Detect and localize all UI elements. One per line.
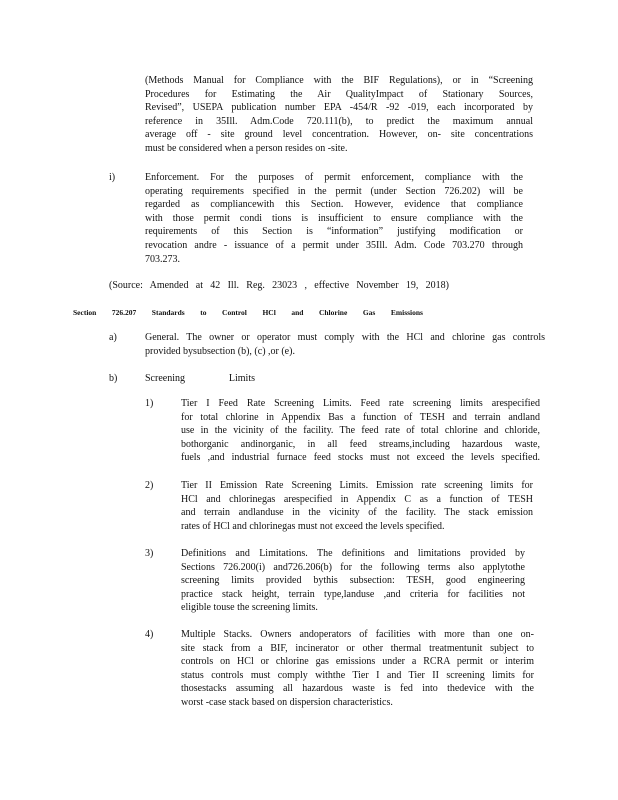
source-note (109, 279, 449, 293)
text-line: Screening Limits (145, 373, 255, 384)
tier-two-paragraph (181, 479, 533, 533)
intro-paragraph (145, 74, 533, 156)
text-line: thosestacks assuming all hazardous waste is fed into thedevice with the (181, 683, 534, 695)
enforcement-paragraph (145, 171, 523, 266)
item-label-i: i) (109, 172, 116, 183)
text-line: (Methods Manual for Compliance with the BIF Regulations), or in “Screening (145, 75, 533, 86)
text-line: reference in 35Ill. Adm.Code 720.111(b), to predict the maximum annual (145, 115, 533, 127)
text-line: Tier II Emission Rate Screening Limits. Emission rate screening limits for (181, 480, 533, 491)
section-word: Section (73, 308, 97, 317)
subitem-label-3: 3) (145, 548, 154, 559)
text-line: screening limits provided bythis subsection: TESH, good engineering (181, 575, 525, 587)
text-line: Procedures for Estimating the Air QualityImpact of Stationary Sources, (145, 88, 533, 100)
text-line: fuels ,and industrial furnace feed stocks must not exceed the levels specified. (181, 452, 540, 464)
general-paragraph (145, 331, 545, 358)
text-line: HCl and chlorinegas arespecified in Appendix C as a function of TESH (181, 493, 533, 505)
text-line: Multiple Stacks. Owners andoperators of facilities with more than one on- (181, 629, 534, 640)
item-label-b: b) (109, 373, 118, 384)
section-heading (73, 306, 423, 320)
tier-one-paragraph (181, 397, 540, 465)
text-line: site stack from a BIF, incinerator or other thermal treatmentunit subject to (181, 642, 534, 654)
text-line: bothorganic andinorganic, in all feed streams,including hazardous waste, (181, 438, 540, 450)
multiple-stacks-paragraph (181, 628, 534, 710)
item-label-a: a) (109, 332, 117, 343)
text-line: Enforcement. For the purposes of permit enforcement, compliance with the (145, 172, 523, 183)
text-line: General. The owner or operator must comply with the HCl and chlorine gas controls (145, 332, 545, 343)
definitions-paragraph (181, 547, 525, 615)
text-line: must be considered when a person resides on -site. (145, 142, 348, 154)
section-title-word: Control (222, 308, 247, 317)
screening-limits-heading (145, 372, 255, 386)
text-line: revocation andre - issuance of a permit under 35Ill. Adm. Code 703.270 through (145, 239, 523, 251)
text-line: Sections 726.200(i) and726.206(b) for the following terms also applytothe (181, 561, 525, 573)
subitem-label-1: 1) (145, 398, 154, 409)
text-line: use in the vicinity of the facility. The feed rate of total chlorine and chloride, (181, 425, 540, 437)
text-line: provided bysubsection (b), (c) ,or (e). (145, 345, 295, 357)
section-title-word: and (291, 308, 304, 317)
text-line: Tier I Feed Rate Screening Limits. Feed rate screening limits arespecified (181, 398, 540, 409)
subitem-label-2: 2) (145, 480, 154, 491)
section-title-word: Emissions (390, 308, 423, 317)
text-line: eligible touse the screening limits. (181, 602, 318, 614)
text-line: requirements of this Section is “information” justifying modification or (145, 226, 523, 238)
text-line: controls on HCl or chlorine gas emissions under a RCRA permit or interim (181, 656, 534, 668)
text-line: regarded as compliancewith this Section. However, evidence that compliance (145, 199, 523, 211)
source-note-text: (Source: Amended at 42 Ill. Reg. 23023 , effective November 19, 2018) (109, 280, 449, 291)
section-title-word: Chlorine (318, 308, 348, 317)
text-line: for total chlorine in Appendix Bas a function of TESH and terrain andland (181, 411, 540, 423)
text-line: 703.273. (145, 253, 180, 265)
text-line: status controls must comply withthe Tier I and Tier II screening limits for (181, 669, 534, 681)
text-line: operating requirements specified in the permit (under Section 726.202) will be (145, 185, 523, 197)
section-number: 726.207 (111, 308, 137, 317)
text-line: practice stack height, terrain type,landuse ,and criteria for facilities not (181, 588, 525, 600)
text-line: average off - site ground level concentration. However, on- site concentrations (145, 129, 533, 141)
text-line: and terrain andlanduse in the vicinity of the facility. The stack emission (181, 507, 533, 519)
section-title-word: Gas (362, 308, 376, 317)
section-title-word: HCl (262, 308, 276, 317)
section-title-word: Standards (151, 308, 185, 317)
text-line: Revised”, USEPA publication number EPA -454/R -92 -019, each incorporated by (145, 102, 533, 114)
text-line: worst -case stack based on dispersion characteristics. (181, 696, 393, 708)
text-line: Definitions and Limitations. The definitions and limitations provided by (181, 548, 525, 559)
subitem-label-4: 4) (145, 629, 154, 640)
text-line: with those permit condi tions is insufficient to ensure compliance with the (145, 212, 523, 224)
text-line: rates of HCl and chlorinegas must not exceed the levels specified. (181, 520, 445, 532)
section-title-word: to (200, 308, 207, 317)
